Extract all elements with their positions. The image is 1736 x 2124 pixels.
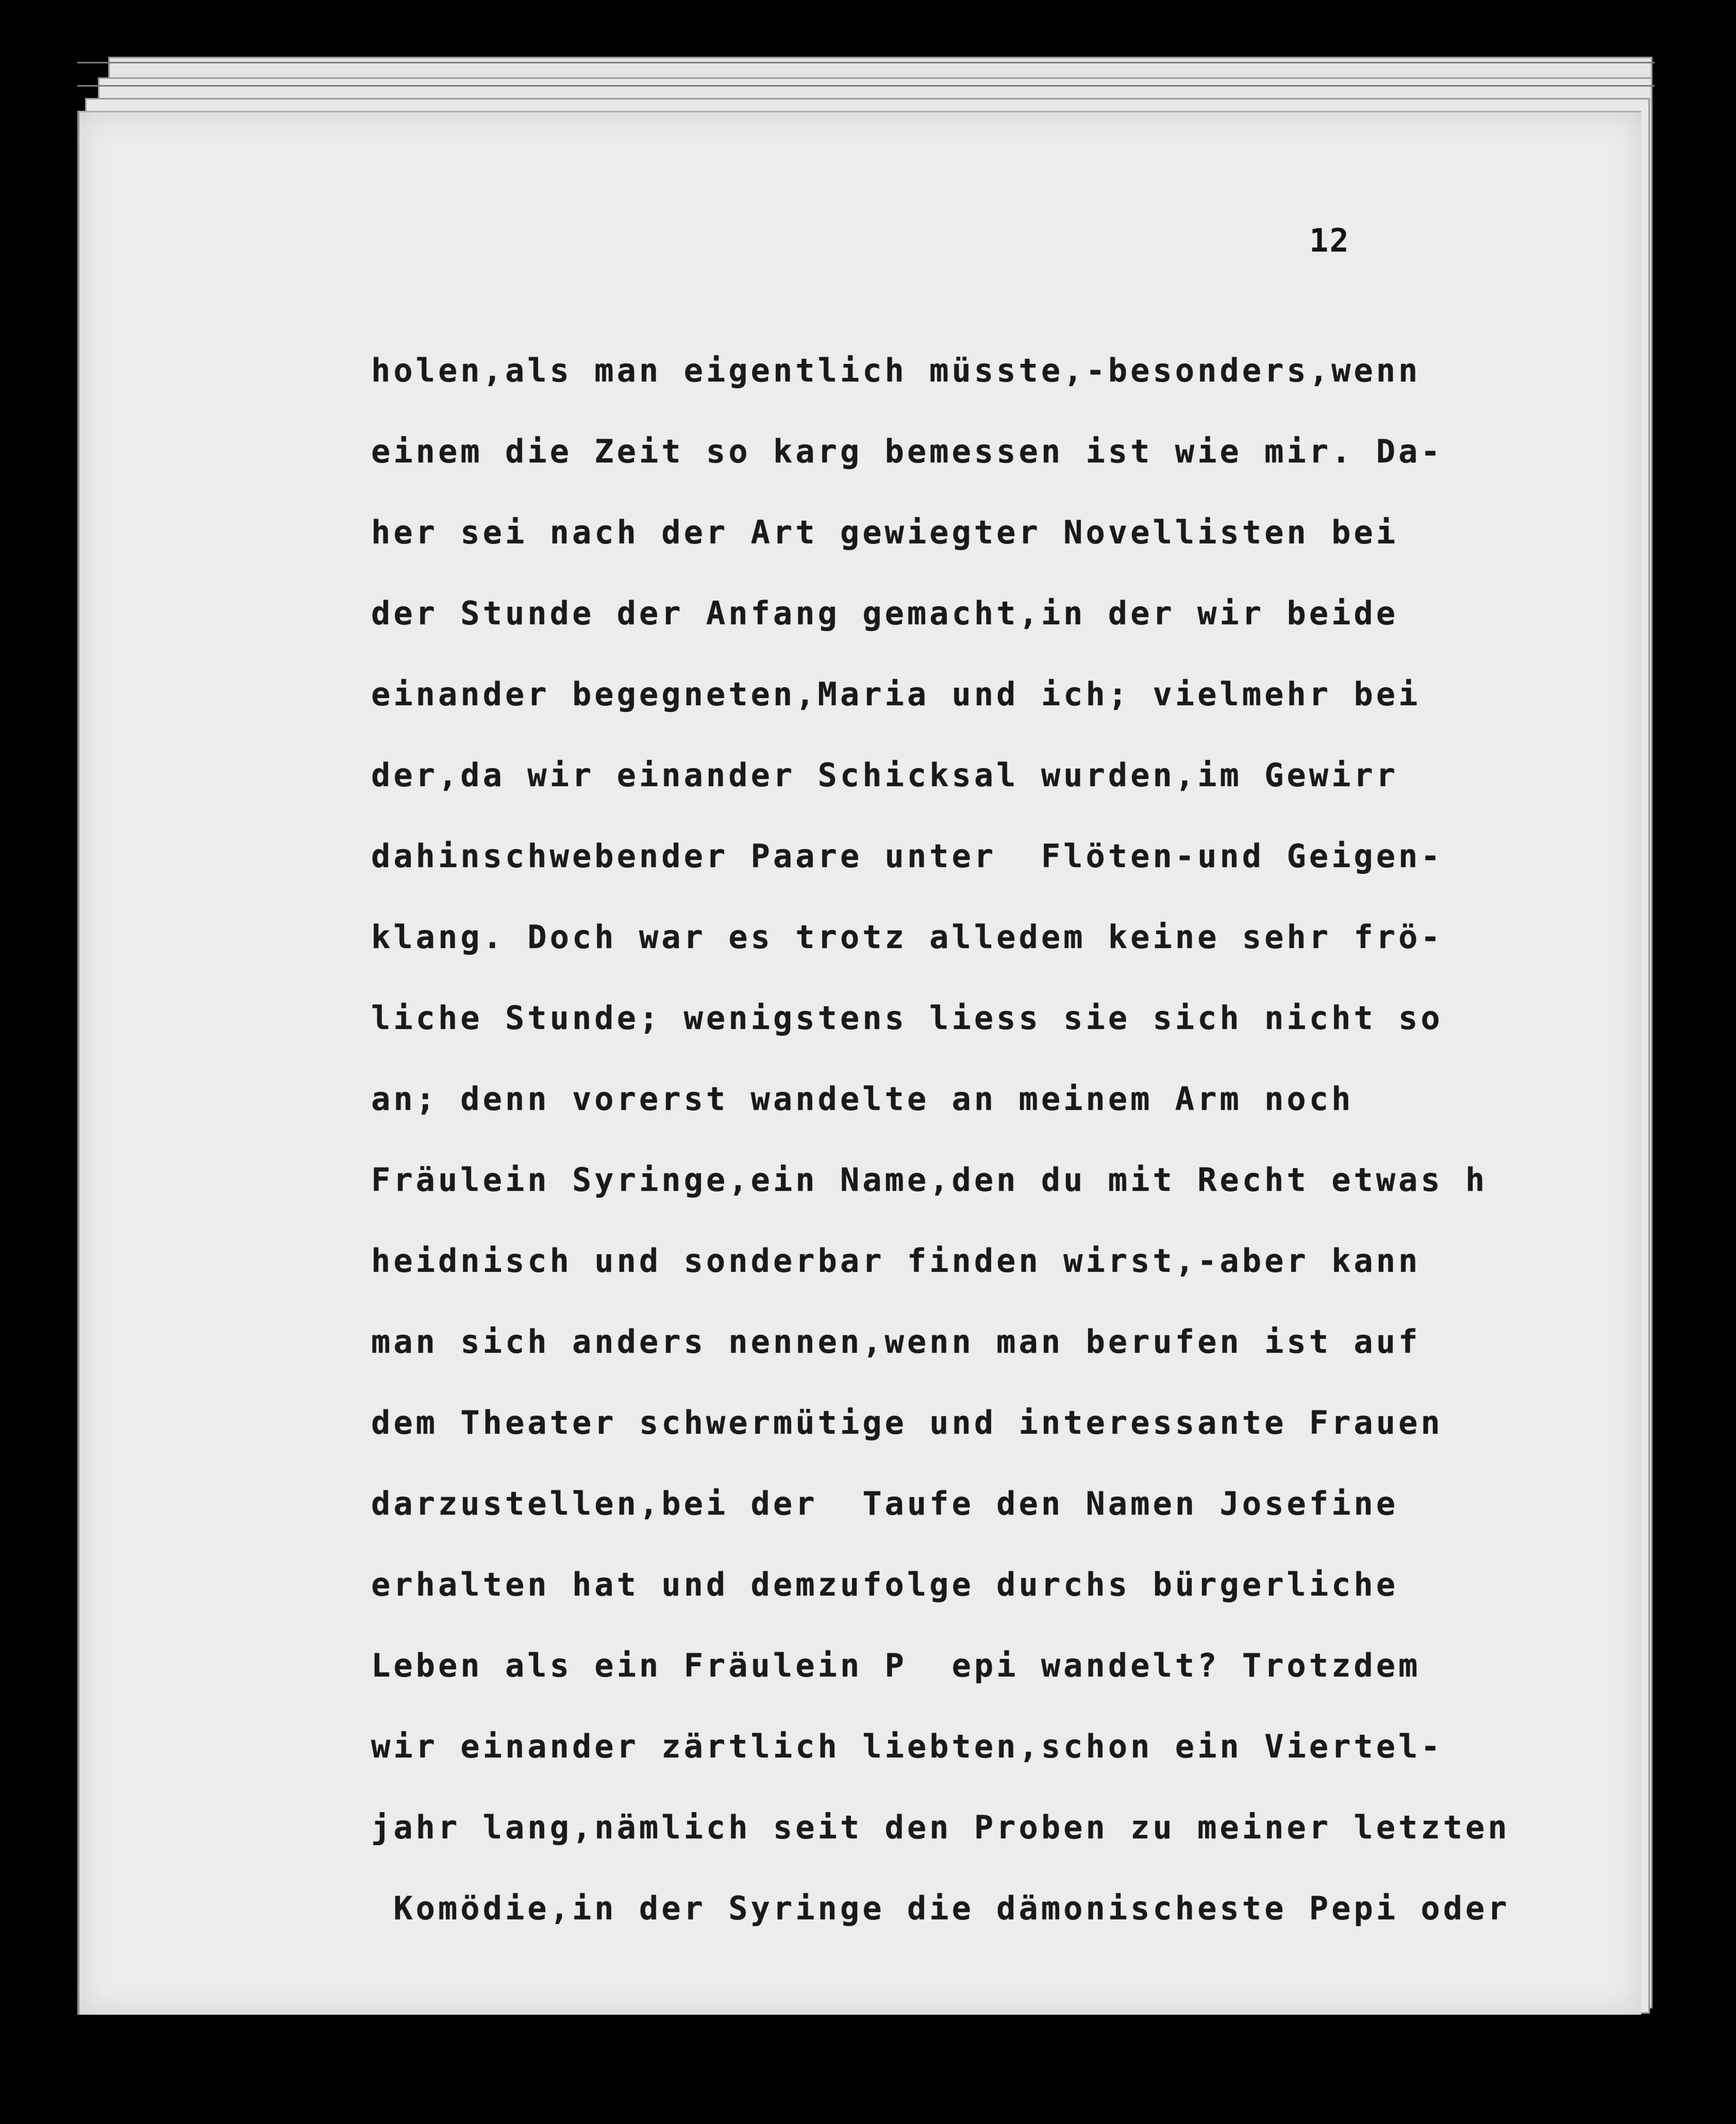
text-line: der,da wir einander Schicksal wurden,im Gewirr [371, 756, 1399, 794]
text-line: Komödie,in der Syringe die dämonischeste Pepi oder [371, 1889, 1510, 1927]
text-line: einem die Zeit so karg bemessen ist wie mir. Da- [371, 433, 1443, 470]
text-line: jahr lang,nämlich seit den Proben zu meiner letzten [371, 1808, 1510, 1846]
text-line: heidnisch und sonderbar finden wirst,-aber kann [371, 1242, 1421, 1280]
text-line: her sei nach der Art gewiegter Novellisten bei [371, 513, 1399, 551]
text-line: wir einander zärtlich liebten,schon ein Viertel- [371, 1728, 1443, 1765]
sheet-edge [77, 85, 1655, 87]
text-line: klang. Doch war es trotz alledem keine sehr frö- [371, 918, 1443, 956]
text-line: liche Stunde; wenigstens liess sie sich nicht so [371, 999, 1443, 1037]
text-line: man sich anders nennen,wenn man berufen ist auf [371, 1323, 1421, 1360]
text-line: Leben als ein Fräulein P epi wandelt? Trotzdem [371, 1647, 1421, 1684]
text-line: erhalten hat und demzufolge durchs bürgerliche [371, 1566, 1399, 1603]
text-line: dahinschwebender Paare unter Flöten-und Geigen- [371, 837, 1443, 875]
sheet-edge [77, 62, 1655, 63]
body-text [371, 330, 1608, 1949]
text-line: Fräulein Syringe,ein Name,den du mit Recht etwas h [371, 1161, 1488, 1199]
text-line: dem Theater schwermütige und interessante Frauen [371, 1404, 1443, 1441]
text-line: holen,als man eigentlich müsste,-besonders,wenn [371, 352, 1421, 389]
text-line: darzustellen,bei der Taufe den Namen Josefine [371, 1485, 1399, 1522]
text-line: der Stunde der Anfang gemacht,in der wir beide [371, 594, 1399, 632]
page-number: 12 [1309, 222, 1350, 259]
text-line: an; denn vorerst wandelte an meinem Arm noch [371, 1080, 1354, 1118]
text-line: einander begegneten,Maria und ich; vielmehr bei [371, 675, 1421, 713]
